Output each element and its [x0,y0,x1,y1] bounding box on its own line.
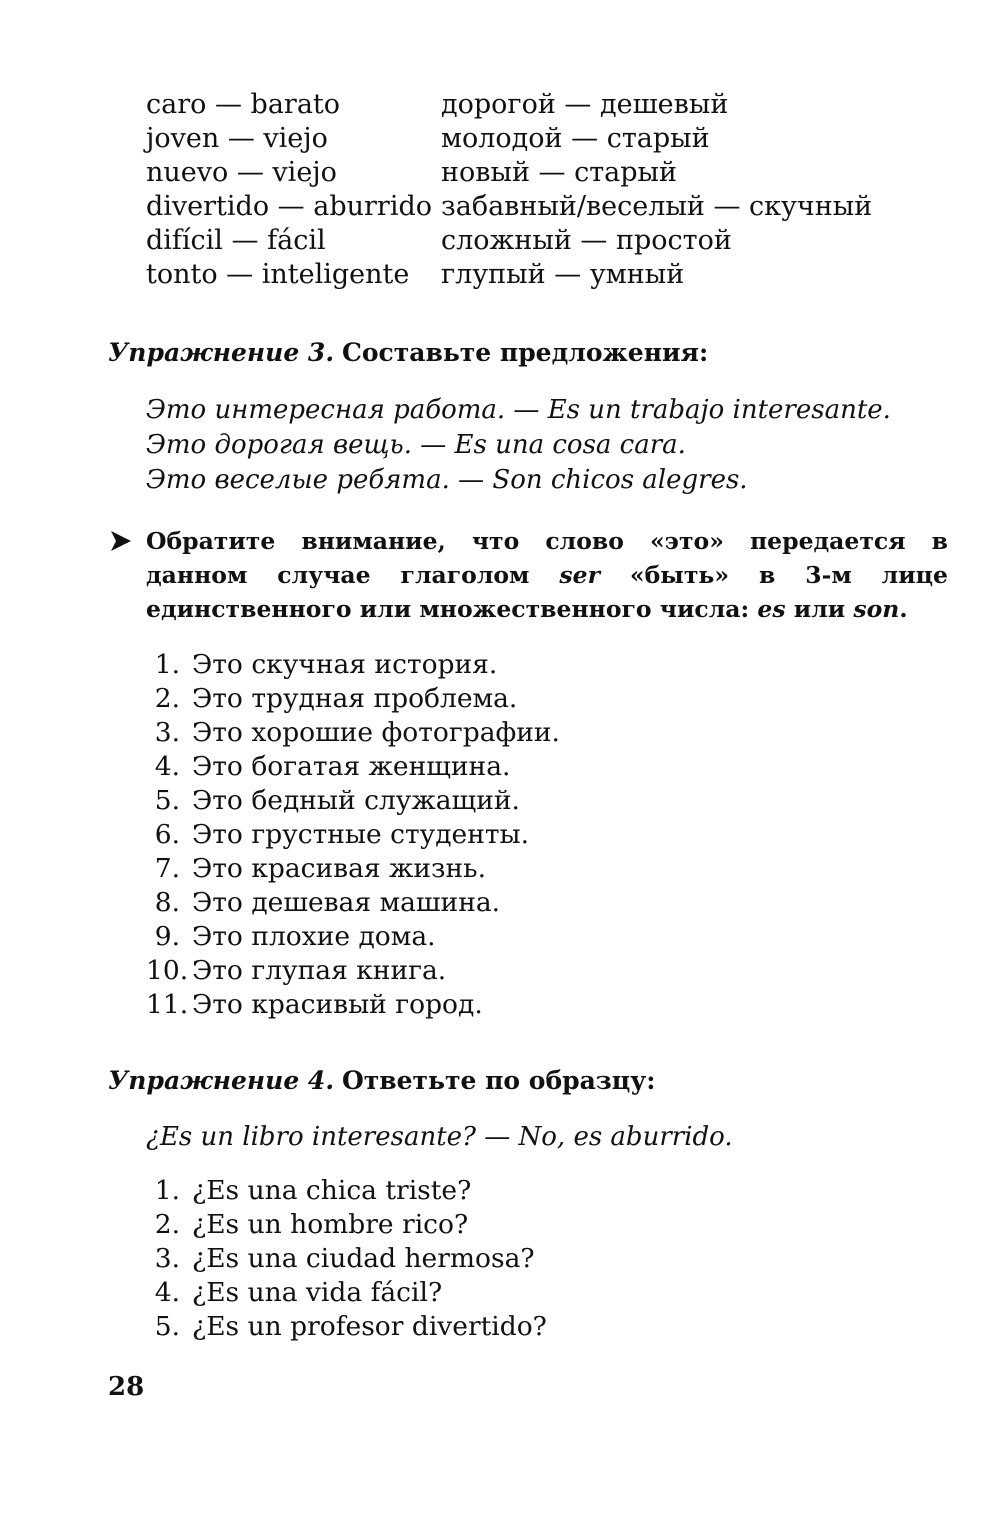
list-item [146,852,560,886]
vocab-russian: дорогой — дешевый [441,89,729,120]
list-item [146,818,560,852]
item-text: Это богатая женщина. [192,751,511,782]
vocab-spanish: joven — viejo [146,123,328,154]
exercise-3-examples [146,393,891,498]
item-text: Это хорошие фотографии. [192,717,560,748]
item-number: 5. [154,785,180,816]
list-item [146,750,560,784]
vocab-russian: новый — старый [441,157,678,188]
item-number: 7. [154,853,180,884]
item-text: ¿Es un hombre rico? [192,1209,469,1240]
list-item [146,682,560,716]
vocab-spanish: divertido — aburrido [146,191,433,222]
vocabulary-table [146,88,872,292]
item-number: 2. [154,1209,180,1240]
item-text: Это грустные студенты. [192,819,530,850]
exercise-3-heading [108,338,708,367]
item-number: 5. [154,1311,180,1342]
vocab-russian: сложный — простой [441,225,732,256]
list-item [146,886,560,920]
vocab-row [146,190,872,224]
item-text: Это глупая книга. [192,955,447,986]
vocab-row [146,258,872,292]
list-item [146,1310,547,1344]
list-item [146,1174,547,1208]
item-text: Это бедный служащий. [192,785,520,816]
vocab-russian: глупый — умный [441,259,685,290]
list-item [146,920,560,954]
item-text: Это дешевая машина. [192,887,501,918]
vocab-row [146,88,872,122]
item-number: 11. [146,989,189,1020]
list-item [146,1242,547,1276]
item-number: 3. [154,717,180,748]
item-text: Это трудная проблема. [192,683,518,714]
example-sentence: Это интересная работа. — Es un trabajo interesante. [146,395,891,425]
vocab-russian: молодой — старый [441,123,710,154]
item-number: 3. [154,1243,180,1274]
item-number: 10. [146,955,189,986]
arrow-marker-icon [108,528,134,554]
note-term: ser [559,561,600,589]
note-text: Обратите внимание, что слово «это» передается в данном случае глаголом ser «быть» в 3-м лице единственного или множественного числа: es или son. [146,527,948,623]
vocab-russian: забавный/веселый — скучный [441,191,873,222]
vocab-spanish: nuevo — viejo [146,157,337,188]
item-text: Это красивый город. [192,989,483,1020]
list-item [146,716,560,750]
vocab-row [146,156,872,190]
exercise-4-heading [108,1066,655,1095]
item-text: ¿Es un profesor divertido? [192,1311,547,1342]
list-item [146,954,560,988]
exercise-3-label: Упражнение 3. [108,338,335,367]
list-item [146,784,560,818]
note-form-es: es [757,595,786,623]
list-item [146,1208,547,1242]
list-item [146,1276,547,1310]
note-form-son: son [853,595,900,623]
item-number: 4. [154,751,180,782]
vocab-spanish: caro — barato [146,89,341,120]
item-text: Это скучная история. [192,649,498,680]
item-number: 6. [154,819,180,850]
item-number: 8. [154,887,180,918]
item-text: ¿Es una ciudad hermosa? [192,1243,535,1274]
list-item [146,648,560,682]
list-item [146,988,560,1022]
exercise-4-sample: ¿Es un libro interesante? — No, es aburrido. [146,1122,733,1152]
example-sentence: Это дорогая вещь. — Es una cosa cara. [146,430,686,460]
exercise-4-task: Ответьте по образцу: [341,1066,656,1095]
vocab-row [146,122,872,156]
exercise-4-label: Упражнение 4. [108,1066,335,1095]
item-number: 9. [154,921,180,952]
vocab-spanish: difícil — fácil [146,225,326,256]
item-text: ¿Es una chica triste? [192,1175,472,1206]
item-text: Это красивая жизнь. [192,853,487,884]
vocab-spanish: tonto — inteligente [146,259,410,290]
grammar-note [108,524,948,626]
item-number: 1. [154,1175,180,1206]
exercise-3-list [146,648,560,1022]
item-number: 4. [154,1277,180,1308]
item-text: ¿Es una vida fácil? [192,1277,443,1308]
example-sentence: Это веселые ребята. — Son chicos alegres. [146,465,748,495]
exercise-3-task: Составьте предложения: [341,338,709,367]
page-number: 28 [108,1372,145,1402]
item-text: Это плохие дома. [192,921,436,952]
vocab-row [146,224,872,258]
exercise-4-list [146,1174,547,1344]
item-number: 2. [154,683,180,714]
item-number: 1. [154,649,180,680]
